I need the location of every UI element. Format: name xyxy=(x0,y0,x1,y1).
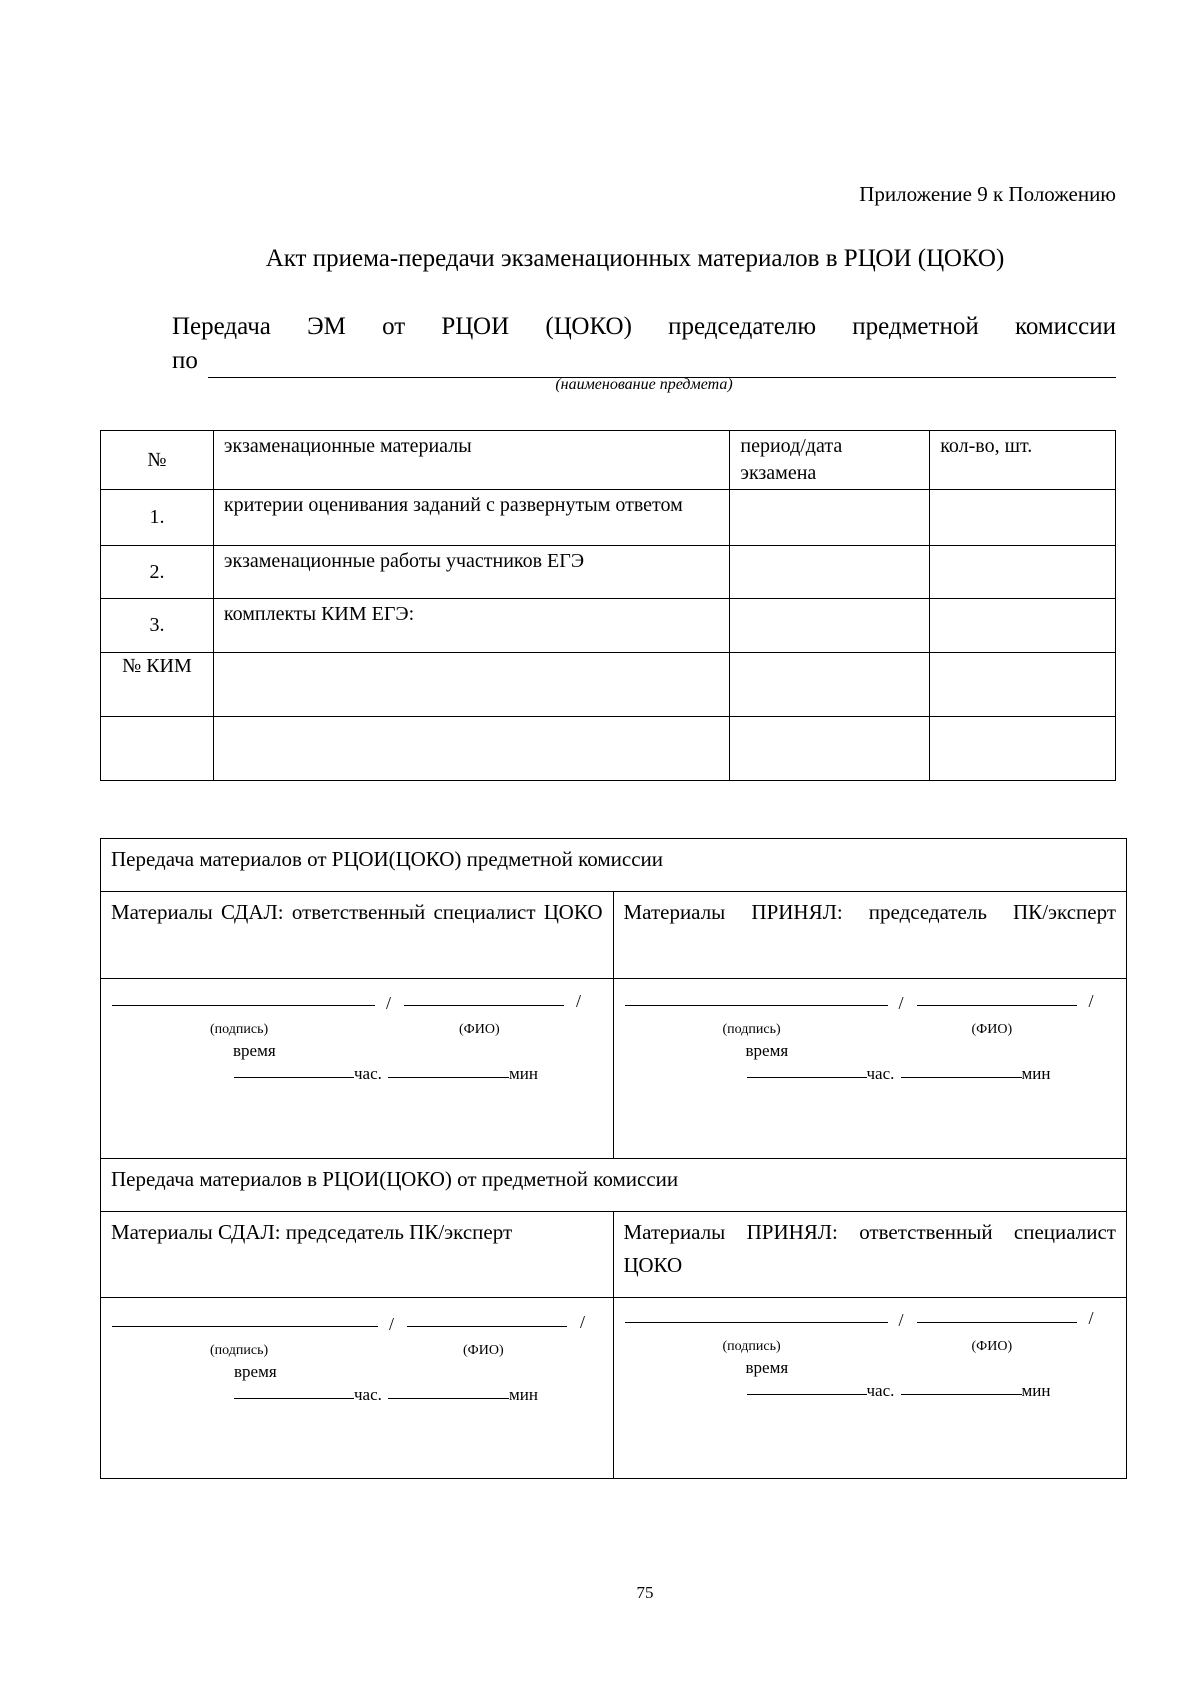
transfer-word: (ЦОКО) xyxy=(545,313,632,340)
signature-line[interactable] xyxy=(625,1005,888,1006)
blank-cell[interactable] xyxy=(101,717,214,781)
kim-row xyxy=(101,653,1116,717)
row-period-cell[interactable] xyxy=(730,546,930,599)
slash: / xyxy=(898,993,904,1013)
po-label: по xyxy=(172,347,198,374)
row-number: 2. xyxy=(101,546,214,599)
transfer-word: комиссии xyxy=(1014,313,1116,340)
section-labels-row xyxy=(101,1212,1127,1298)
table-header-row xyxy=(101,431,1116,490)
fio-caption: (ФИО) xyxy=(971,1339,1013,1354)
signature-line[interactable] xyxy=(112,1005,375,1006)
signature-caption: (подпись) xyxy=(722,1339,781,1354)
fio-line[interactable] xyxy=(917,1322,1077,1323)
minutes-label: мин xyxy=(509,1064,538,1083)
row-number: 3. xyxy=(101,599,214,653)
fio-caption: (ФИО) xyxy=(463,1343,504,1358)
fio-line[interactable] xyxy=(407,1326,567,1327)
document-title: Акт приема-передачи экзаменационных материалов в РЦОИ (ЦОКО) xyxy=(265,245,1005,272)
received-label: Материалы ПРИНЯЛ: ответственный специалист ЦОКО xyxy=(613,1212,1127,1298)
signature-line[interactable] xyxy=(625,1322,888,1323)
row-material-name: экзаменационные работы участников ЕГЭ xyxy=(213,546,729,599)
fio-caption: (ФИО) xyxy=(971,1022,1013,1037)
fio-line[interactable] xyxy=(917,1005,1077,1006)
minutes-line[interactable] xyxy=(388,1077,509,1078)
signature-cell-left xyxy=(101,1298,614,1479)
hours-line[interactable] xyxy=(747,1077,867,1078)
blank-cell[interactable] xyxy=(213,717,729,781)
minutes-label: мин xyxy=(509,1385,538,1404)
section-title-incoming: Передача материалов в РЦОИ(ЦОКО) от предметной комиссии xyxy=(101,1159,1127,1212)
time-label: время xyxy=(745,1041,789,1060)
transfer-line-words xyxy=(172,310,1116,344)
minutes-label: мин xyxy=(1021,1381,1051,1400)
hours-line[interactable] xyxy=(747,1394,867,1395)
signature-cell-right xyxy=(613,979,1127,1159)
table-row xyxy=(101,490,1116,546)
col-header-quantity: кол-во, шт. xyxy=(930,431,1116,490)
section-labels-row xyxy=(101,892,1127,979)
transfer-table xyxy=(100,838,1127,1479)
slash: / xyxy=(898,1310,904,1330)
slash: / xyxy=(386,993,392,1013)
signature-cell-right xyxy=(613,1298,1127,1479)
received-label: Материалы ПРИНЯЛ: председатель ПК/эксперт xyxy=(613,892,1127,979)
minutes-label: мин xyxy=(1021,1064,1051,1083)
col-header-period: период/дата экзамена xyxy=(730,431,930,490)
hours-label: час. xyxy=(866,1381,895,1400)
slash: / xyxy=(1088,1308,1094,1328)
blank-cell[interactable] xyxy=(930,717,1116,781)
signature-row xyxy=(101,1298,1127,1479)
hours-line[interactable] xyxy=(234,1077,354,1078)
fio-line[interactable] xyxy=(404,1005,564,1006)
fio-caption: (ФИО) xyxy=(459,1022,500,1037)
blank-row xyxy=(101,717,1116,781)
hours-label: час. xyxy=(866,1064,895,1083)
slash: / xyxy=(576,991,582,1011)
slash: / xyxy=(580,1312,586,1332)
transfer-word: РЦОИ xyxy=(441,313,510,340)
row-material-name: критерии оценивания заданий с развернутым ответом xyxy=(213,490,729,546)
subject-blank[interactable] xyxy=(208,351,1116,378)
kim-quantity-cell[interactable] xyxy=(930,653,1116,717)
time-label: время xyxy=(233,1041,276,1060)
time-label: время xyxy=(234,1362,277,1381)
appendix-label: Приложение 9 к Положению xyxy=(859,182,1116,206)
blank-cell[interactable] xyxy=(730,717,930,781)
col-header-number: № xyxy=(101,431,214,490)
row-quantity-cell[interactable] xyxy=(930,490,1116,546)
hours-label: час. xyxy=(354,1385,382,1404)
signature-cell-left xyxy=(101,979,614,1159)
transfer-word: от xyxy=(382,313,406,340)
transfer-word: ЭМ xyxy=(307,313,346,340)
subject-caption: (наименование предмета) xyxy=(555,376,733,393)
kim-label: № КИМ xyxy=(101,653,214,717)
row-material-name: комплекты КИМ ЕГЭ: xyxy=(213,599,729,653)
slash: / xyxy=(389,1314,395,1334)
minutes-line[interactable] xyxy=(388,1398,509,1399)
minutes-line[interactable] xyxy=(901,1394,1022,1395)
row-period-cell[interactable] xyxy=(730,490,930,546)
handed-over-label: Материалы СДАЛ: ответственный специалист ЦОКО xyxy=(101,892,614,979)
transfer-word: председателю xyxy=(668,313,817,340)
transfer-line xyxy=(172,310,1116,378)
hours-label: час. xyxy=(354,1064,382,1083)
hours-line[interactable] xyxy=(234,1398,354,1399)
signature-line[interactable] xyxy=(112,1326,378,1327)
signature-caption: (подпись) xyxy=(210,1022,269,1037)
minutes-line[interactable] xyxy=(901,1077,1022,1078)
table-row xyxy=(101,546,1116,599)
row-period-cell[interactable] xyxy=(730,599,930,653)
row-quantity-cell[interactable] xyxy=(930,546,1116,599)
transfer-word: предметной xyxy=(852,313,979,340)
kim-cell[interactable] xyxy=(213,653,729,717)
row-quantity-cell[interactable] xyxy=(930,599,1116,653)
signature-caption: (подпись) xyxy=(210,1343,269,1358)
page-number: 75 xyxy=(636,1583,654,1602)
kim-period-cell[interactable] xyxy=(730,653,930,717)
col-header-materials: экзаменационные материалы xyxy=(213,431,729,490)
section-title-row xyxy=(101,839,1127,892)
signature-row xyxy=(101,979,1127,1159)
time-label: время xyxy=(745,1358,789,1377)
subject-line xyxy=(172,344,1116,378)
transfer-word: Передача xyxy=(172,313,271,340)
materials-table xyxy=(100,430,1116,781)
row-number: 1. xyxy=(101,490,214,546)
signature-caption: (подпись) xyxy=(722,1022,781,1037)
section-title-row xyxy=(101,1159,1127,1212)
slash: / xyxy=(1088,991,1094,1011)
section-title-outgoing: Передача материалов от РЦОИ(ЦОКО) предметной комиссии xyxy=(101,839,1127,892)
handed-over-label: Материалы СДАЛ: председатель ПК/эксперт xyxy=(101,1212,614,1298)
table-row xyxy=(101,599,1116,653)
